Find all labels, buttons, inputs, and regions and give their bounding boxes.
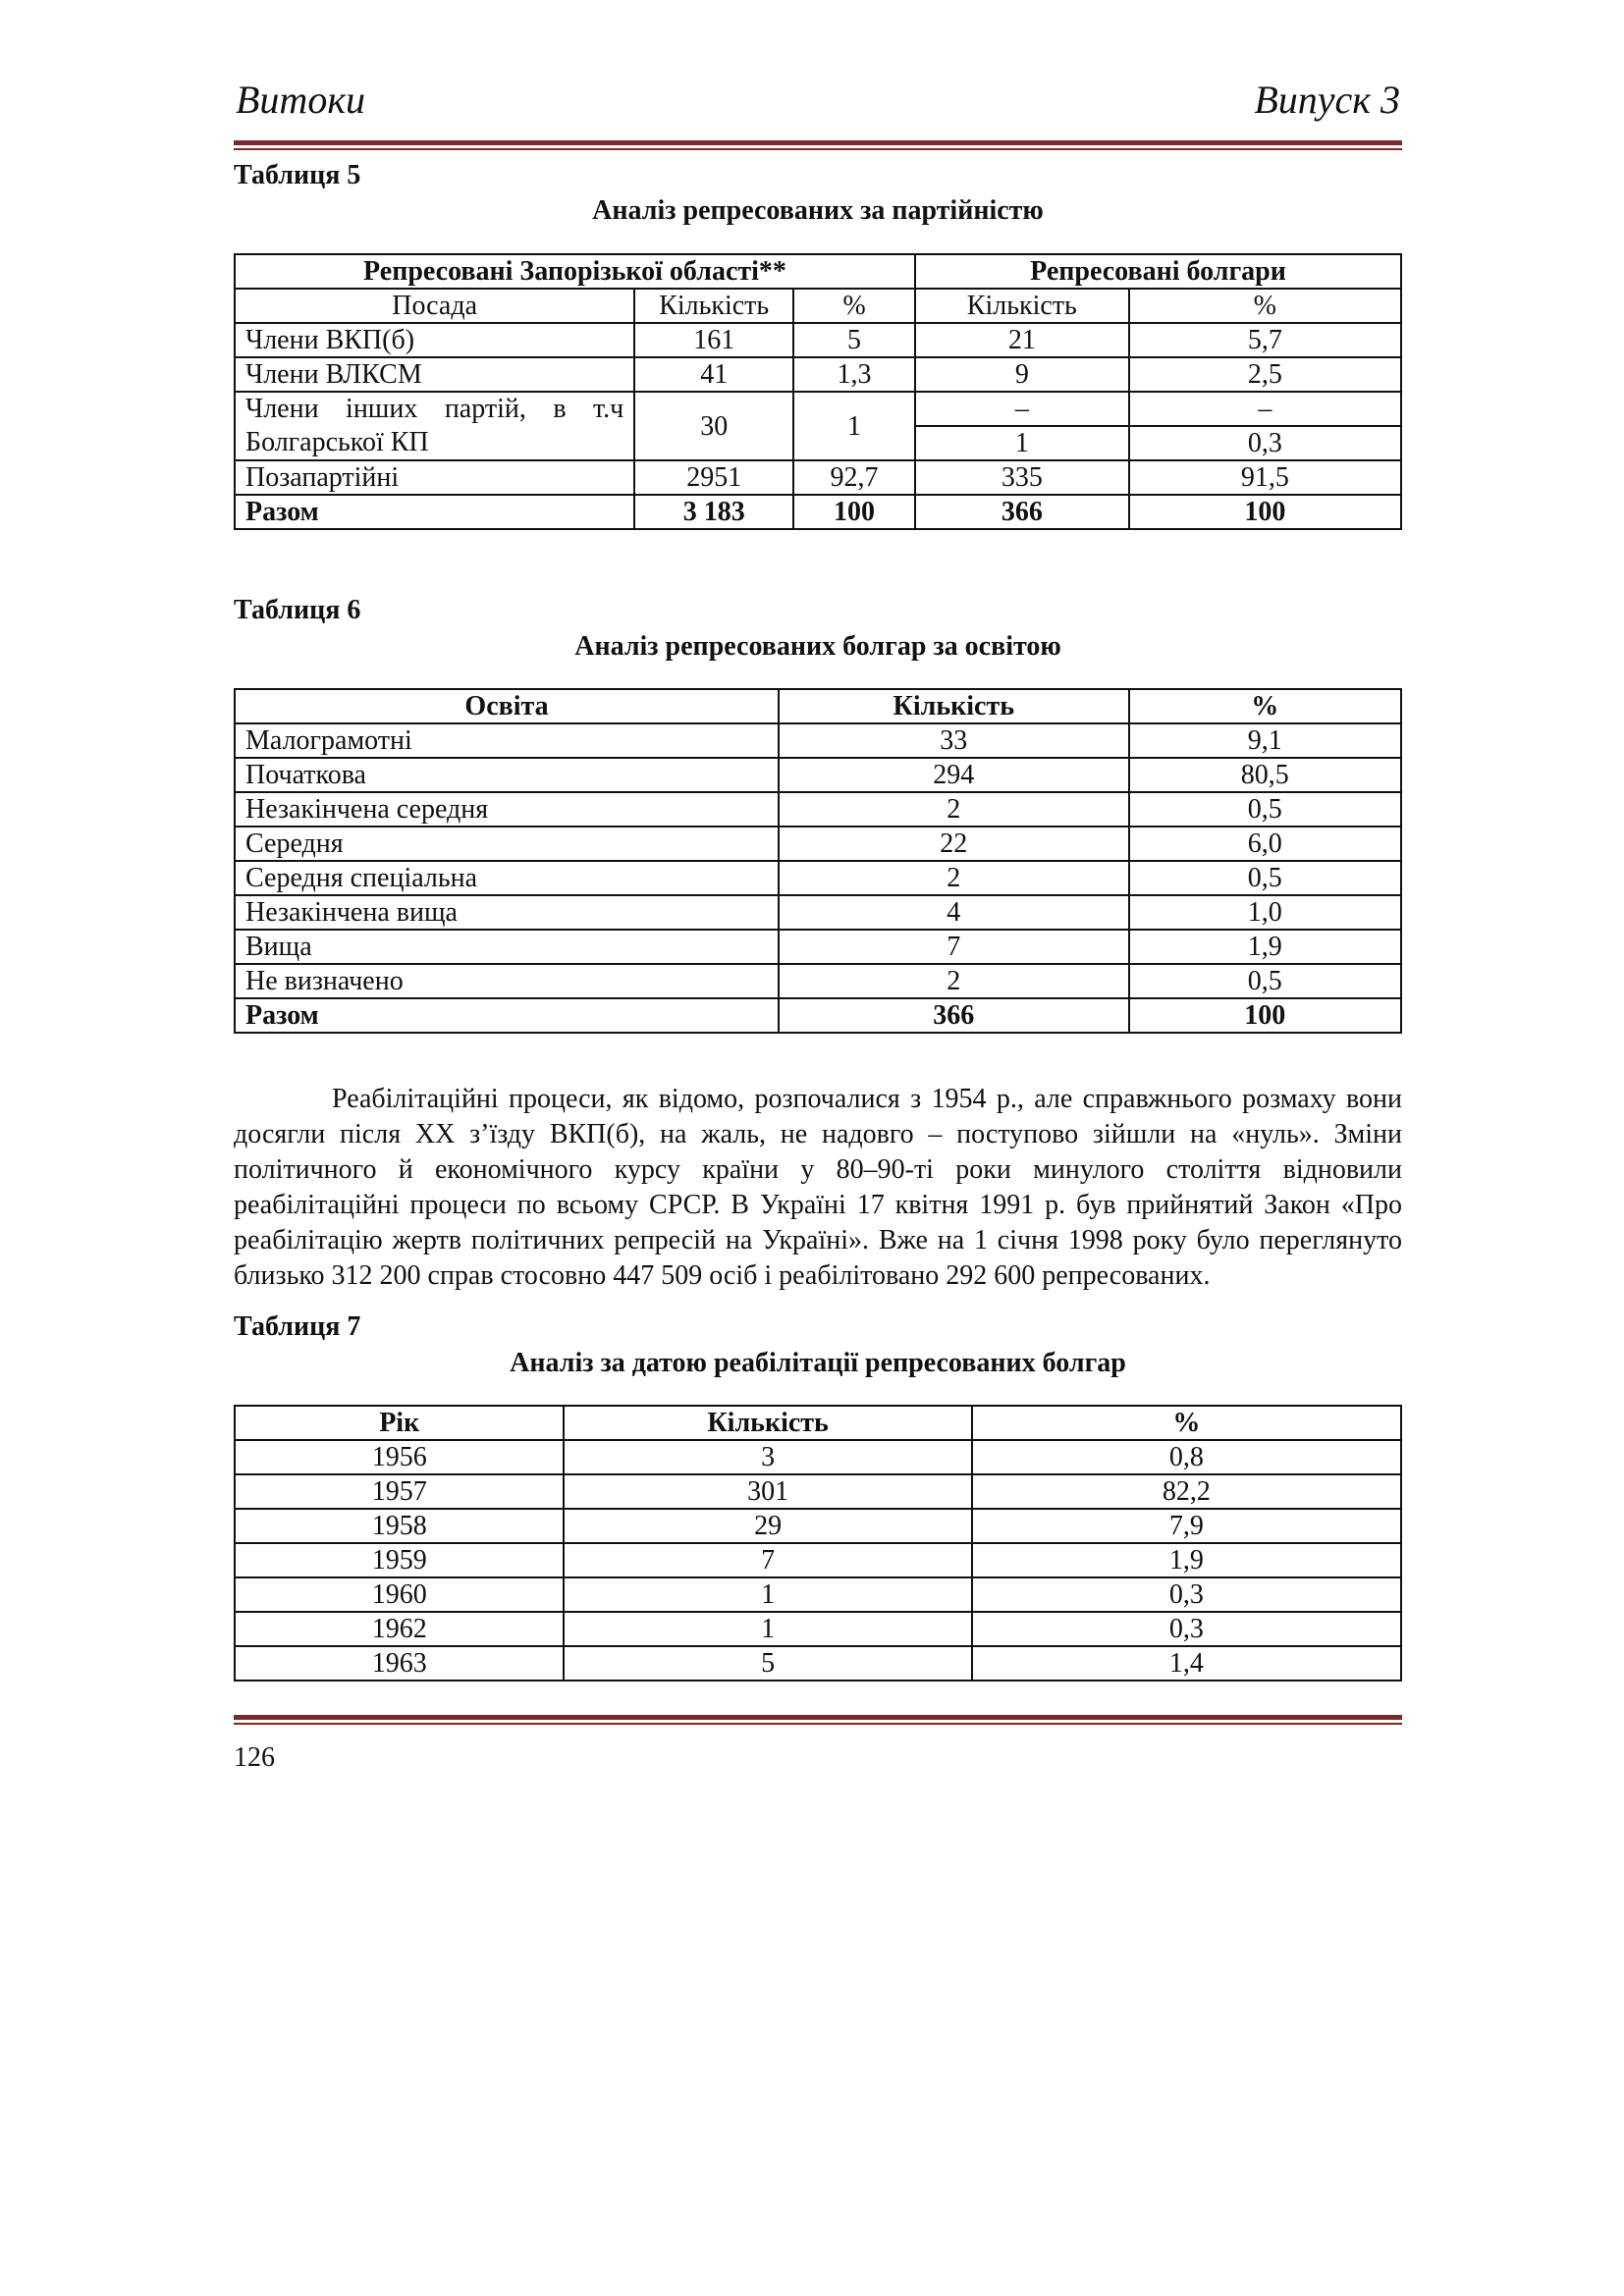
table-cell: 1 [793, 392, 915, 460]
table-header-cell: Репресовані болгари [915, 254, 1401, 289]
table-row [235, 792, 1401, 827]
table-cell: 91,5 [1129, 460, 1401, 495]
table-cell: 5,7 [1129, 323, 1401, 357]
table-cell: 5 [793, 323, 915, 357]
table-header-cell: % [793, 289, 915, 323]
table-cell: 2 [779, 964, 1128, 998]
table-row [235, 1509, 1401, 1543]
table-cell: 1962 [235, 1612, 564, 1646]
running-header [234, 77, 1402, 126]
table-cell: 9,1 [1129, 723, 1401, 758]
table-header-cell: % [1129, 289, 1401, 323]
table-cell: 6,0 [1129, 827, 1401, 861]
table-cell: 1,4 [972, 1646, 1401, 1681]
table-row [235, 861, 1401, 895]
table-total-row [235, 495, 1401, 529]
table-cell: – [1129, 392, 1401, 426]
table-cell: 1 [564, 1577, 971, 1612]
table-header-cell: Освіта [235, 689, 779, 723]
table-cell: Не визначено [235, 964, 779, 998]
table-row [235, 1612, 1401, 1646]
table-cell: 1960 [235, 1577, 564, 1612]
table-cell: 3 183 [634, 495, 793, 529]
table-cell: 0,5 [1129, 964, 1401, 998]
table-cell: Середня [235, 827, 779, 861]
table-cell: Вища [235, 930, 779, 964]
table-row [235, 1543, 1401, 1577]
table-cell: 0,3 [972, 1577, 1401, 1612]
table6 [234, 688, 1402, 1034]
table-header-cell: Кількість [634, 289, 793, 323]
table-cell: 5 [564, 1646, 971, 1681]
table-row [235, 827, 1401, 861]
table-cell: 1,9 [1129, 930, 1401, 964]
table6-caption: Аналіз репресованих болгар за освітою [574, 631, 1061, 662]
table-cell: 29 [564, 1509, 971, 1543]
table-header-cell: Рік [235, 1406, 564, 1440]
table-header-cell: Кількість [564, 1406, 971, 1440]
table-cell: 1959 [235, 1543, 564, 1577]
table-cell: 100 [1129, 998, 1401, 1033]
table-cell: 0,3 [972, 1612, 1401, 1646]
table-cell: 22 [779, 827, 1128, 861]
table5 [234, 253, 1402, 530]
table-row [235, 357, 1401, 392]
table-cell: 1 [915, 426, 1129, 460]
table-row [235, 1440, 1401, 1474]
table-row [235, 392, 1401, 426]
table-cell: 1956 [235, 1440, 564, 1474]
table-cell: 30 [634, 392, 793, 460]
table-cell: Незакінчена середня [235, 792, 779, 827]
table-header-cell: % [972, 1406, 1401, 1440]
table-cell: 92,7 [793, 460, 915, 495]
table-cell: 4 [779, 895, 1128, 930]
header-rule [234, 140, 1402, 150]
header-issue: Випуск 3 [1254, 78, 1400, 122]
table-row [235, 460, 1401, 495]
table-row [235, 723, 1401, 758]
footer-rule [234, 1715, 1402, 1725]
table-header-row [235, 1406, 1401, 1440]
header-journal-title: Витоки [236, 78, 366, 122]
table-header-cell: Репресовані Запорізької області** [235, 254, 915, 289]
table-cell: 366 [915, 495, 1129, 529]
table-cell: Разом [235, 998, 779, 1033]
table-cell: 100 [1129, 495, 1401, 529]
table-cell: 1 [564, 1612, 971, 1646]
table-header-cell: Кількість [779, 689, 1128, 723]
table-row [235, 895, 1401, 930]
table6-label: Таблиця 6 [234, 595, 361, 625]
table5-label: Таблиця 5 [234, 160, 361, 190]
table-row [235, 1474, 1401, 1509]
table-cell: 0,3 [1129, 426, 1401, 460]
table-row [235, 930, 1401, 964]
table-cell: Члени ВКП(б) [235, 323, 634, 357]
table-cell: 0,5 [1129, 861, 1401, 895]
table-cell: 294 [779, 758, 1128, 792]
table-cell: 1,9 [972, 1543, 1401, 1577]
table-cell: 301 [564, 1474, 971, 1509]
table-cell: 80,5 [1129, 758, 1401, 792]
table-cell: 1958 [235, 1509, 564, 1543]
table-cell: 7,9 [972, 1509, 1401, 1543]
table-cell: 33 [779, 723, 1128, 758]
page-number: 126 [234, 1742, 275, 1773]
table-total-row [235, 998, 1401, 1033]
table-cell: 366 [779, 998, 1128, 1033]
paragraph-text: Реабілітаційні процеси, як відомо, розпочалися з 1954 р., але справжнього розмаху вони досягли після ХХ з’їзду ВКП(б), на жаль, не надовго – поступово зійшли на «нуль». Зміни політичного й економічного курсу країни у 80–90-ті роки минулого століття відновили реабілітаційні процеси по всьому СРСР. В Україні 17 квітня 1991 р. був прийнятий Закон «Про реабілітацію жертв політичних репресій на Україні». Вже на 1 січня 1998 року було переглянуто близько 312 200 справ стосовно 447 509 осіб і реабілітовано 292 600 репресованих. [234, 1084, 1402, 1291]
table-header-cell: % [1129, 689, 1401, 723]
table5-caption: Аналіз репресованих за партійністю [592, 195, 1044, 226]
table-cell: 1957 [235, 1474, 564, 1509]
table-header-cell: Посада [235, 289, 634, 323]
table-cell: 1,3 [793, 357, 915, 392]
table-cell: 7 [779, 930, 1128, 964]
table-cell: 0,5 [1129, 792, 1401, 827]
table-cell: 1963 [235, 1646, 564, 1681]
table-row [235, 323, 1401, 357]
table-cell: 2 [779, 861, 1128, 895]
table7-label: Таблиця 7 [234, 1311, 361, 1342]
table-cell: Позапартійні [235, 460, 634, 495]
table-cell: Початкова [235, 758, 779, 792]
table-cell: 82,2 [972, 1474, 1401, 1509]
table-cell: Разом [235, 495, 634, 529]
table-row [235, 1577, 1401, 1612]
table-cell: Члени ВЛКСМ [235, 357, 634, 392]
table-cell: 2,5 [1129, 357, 1401, 392]
table-cell: Середня спеціальна [235, 861, 779, 895]
body-paragraph [234, 1082, 1402, 1294]
table-header-row [235, 254, 1401, 289]
table-cell: 41 [634, 357, 793, 392]
table-cell: Малограмотні [235, 723, 779, 758]
table-cell-line: Члени інших партій, в т.ч [245, 394, 624, 424]
table-row [235, 758, 1401, 792]
table-header-row [235, 289, 1401, 323]
table-cell-line: Болгарської КП [245, 427, 429, 457]
table-cell [235, 392, 634, 460]
table-cell: 1,0 [1129, 895, 1401, 930]
table7 [234, 1405, 1402, 1682]
table-cell: – [915, 392, 1129, 426]
table-cell: 3 [564, 1440, 971, 1474]
table-cell: 21 [915, 323, 1129, 357]
table7-caption: Аналіз за датою реабілітації репресованих болгар [510, 1348, 1126, 1378]
table-row [235, 964, 1401, 998]
table-cell: 161 [634, 323, 793, 357]
table-cell: 7 [564, 1543, 971, 1577]
table-cell: 2951 [634, 460, 793, 495]
table-header-cell: Кількість [915, 289, 1129, 323]
table-cell: 335 [915, 460, 1129, 495]
table-cell: 9 [915, 357, 1129, 392]
table-cell: 2 [779, 792, 1128, 827]
table-cell: 100 [793, 495, 915, 529]
table-row [235, 1646, 1401, 1681]
table-header-row [235, 689, 1401, 723]
table-cell: Незакінчена вища [235, 895, 779, 930]
table-cell: 0,8 [972, 1440, 1401, 1474]
